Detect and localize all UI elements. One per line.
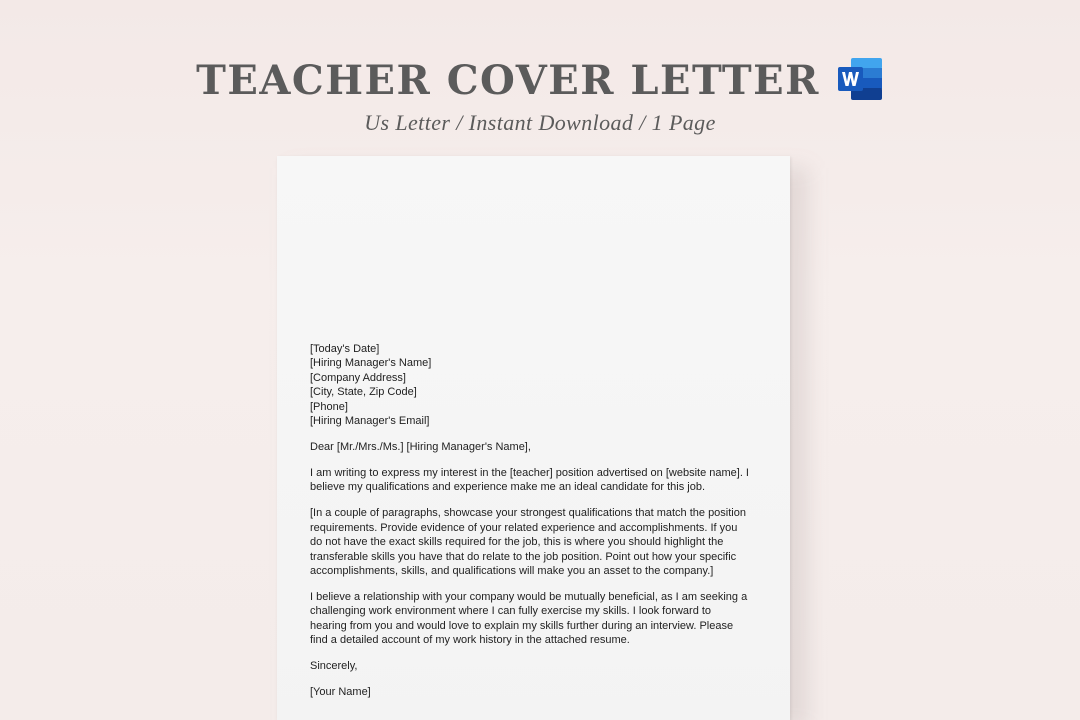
page-title: TEACHER COVER LETTER	[196, 56, 820, 104]
address-company: [Company Address]	[310, 371, 406, 384]
letter-body	[310, 342, 750, 700]
header	[0, 52, 1080, 108]
page-subtitle: Us Letter / Instant Download / 1 Page	[364, 110, 716, 135]
address-email: [Hiring Manager's Email]	[310, 415, 430, 428]
microsoft-word-icon	[838, 58, 884, 100]
paragraph-intro: I am writing to express my interest in the [teacher] position advertised on [website name]. I believe my qualifications and experience make me an ideal candidate for this job.	[310, 467, 749, 494]
address-phone: [Phone]	[310, 400, 348, 413]
letter-page	[277, 156, 790, 720]
paragraph-closing: I believe a relationship with your company would be mutually beneficial, as I am seeking a challenging work environment where I can fully exercise my skills. I look forward to hearing from you and would love to explain my skills further during an interview. Please find a detailed account of my work history in the attached resume.	[310, 591, 748, 647]
signature: [Your Name]	[310, 686, 371, 699]
address-manager-name: [Hiring Manager's Name]	[310, 357, 432, 370]
address-date: [Today's Date]	[310, 343, 380, 355]
closing: Sincerely,	[310, 660, 358, 673]
address-city: [City, State, Zip Code]	[310, 386, 417, 399]
address-block	[310, 342, 750, 428]
salutation: Dear [Mr./Mrs./Ms.] [Hiring Manager's Name],	[310, 441, 531, 454]
paragraph-qualifications: [In a couple of paragraphs, showcase your strongest qualifications that match the position requirements. Provide evidence of your related experience and accomplishments. If you do not have the exact skills required for the job, this is where you should highlight the transferable skills you have that do relate to the job position. Point out how your specific accomplishments, skills, and qualifications will make you an asset to the company.]	[310, 507, 746, 578]
